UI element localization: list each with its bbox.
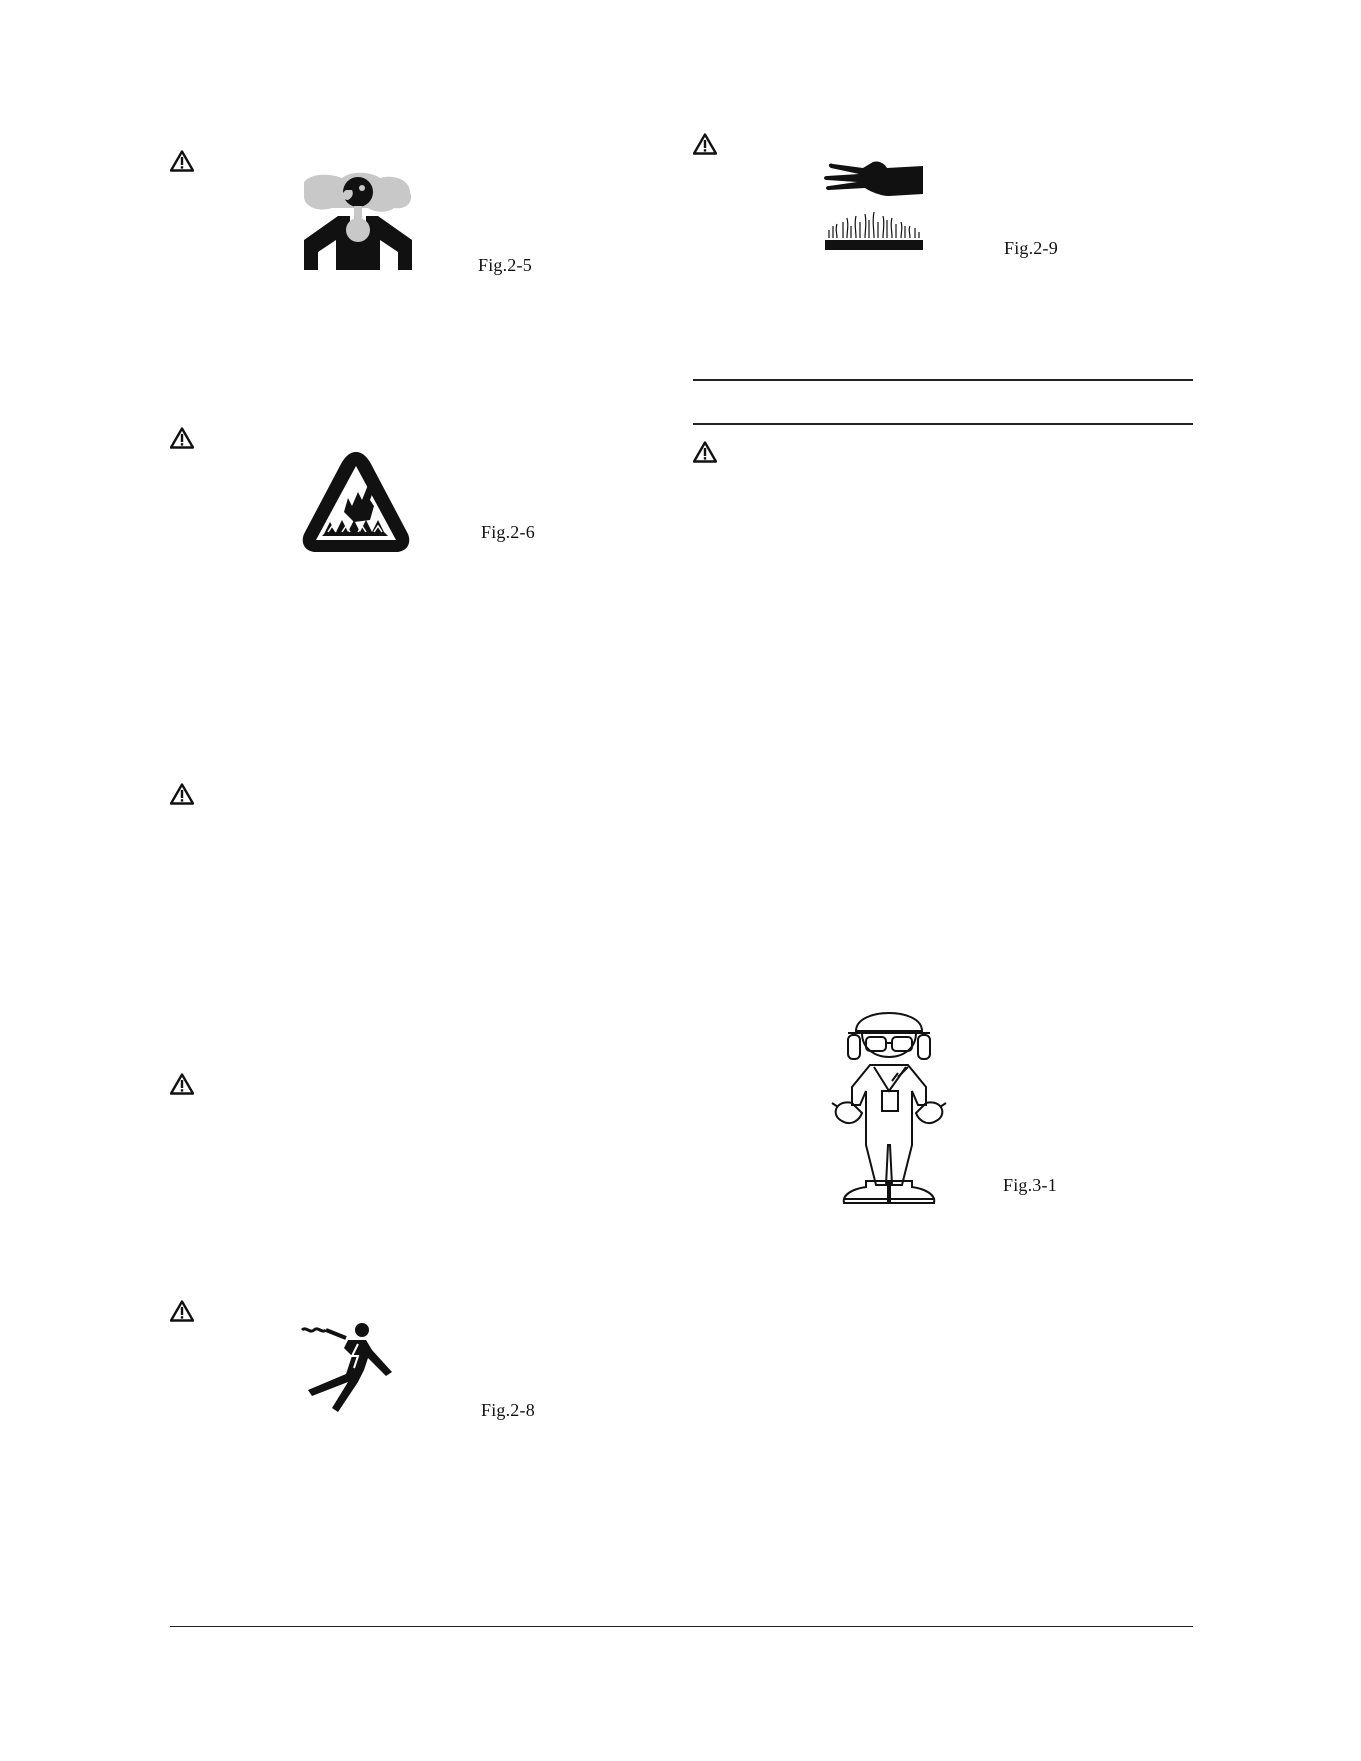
section-rule [693, 423, 1193, 425]
figure-label: Fig.3-1 [1003, 1175, 1057, 1195]
footer-rule [170, 1626, 1193, 1627]
warning-triangle-icon [170, 427, 194, 449]
warning-triangle-icon [170, 150, 194, 172]
section-rule [693, 379, 1193, 381]
hot-surface-hand-icon [300, 448, 412, 554]
hand-over-hot-surface-icon [823, 160, 925, 252]
figure-label: Fig.2-9 [1004, 238, 1058, 258]
warning-triangle-icon [170, 783, 194, 805]
warning-triangle-icon [693, 133, 717, 155]
figure-label: Fig.2-8 [481, 1400, 535, 1420]
warning-triangle-icon [170, 1300, 194, 1322]
electric-shock-icon [300, 1320, 402, 1414]
protective-equipment-worker-icon [822, 995, 956, 1207]
figure-label: Fig.2-6 [481, 522, 535, 542]
warning-triangle-icon [693, 441, 717, 463]
warning-triangle-icon [170, 1073, 194, 1095]
toxic-fumes-icon [302, 168, 416, 270]
figure-label: Fig.2-5 [478, 255, 532, 275]
